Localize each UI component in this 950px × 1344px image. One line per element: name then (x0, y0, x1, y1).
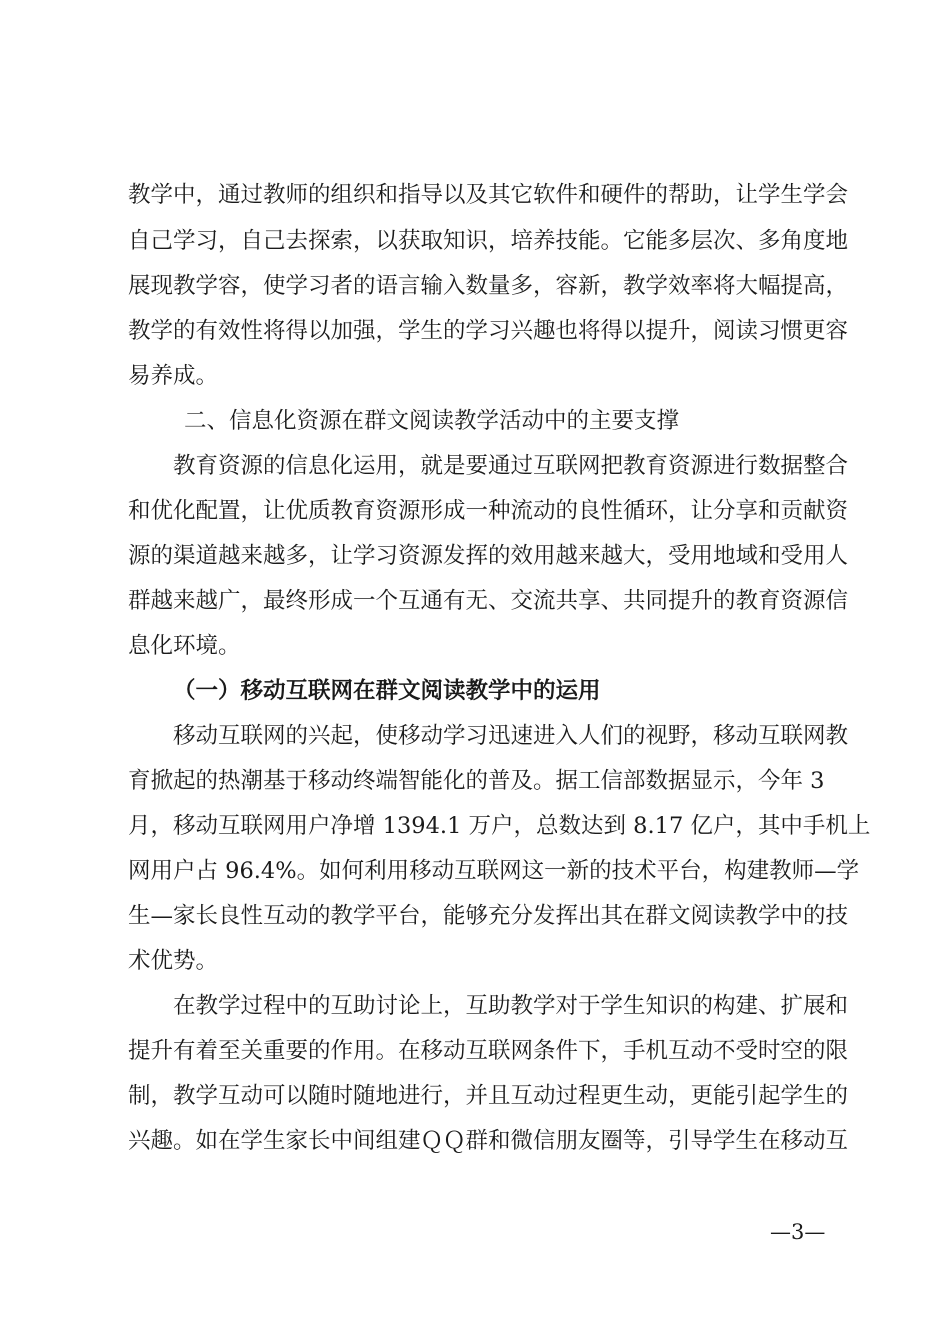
body-line: 移动互联网的兴起，使移动学习迅速进入人们的视野，移动互联网教 (173, 723, 849, 749)
body-line: 生—家长良性互动的教学平台，能够充分发挥出其在群文阅读教学中的技 (128, 903, 849, 929)
body-line: 自己学习，自己去探索，以获取知识，培养技能。它能多层次、多角度地 (128, 228, 849, 254)
body-line: 月，移动互联网用户净增 1394.1 万户，总数达到 8.17 亿户，其中手机上 (128, 813, 871, 839)
body-line: 育掀起的热潮基于移动终端智能化的普及。据工信部数据显示，今年 3 (128, 768, 825, 794)
body-line: 展现教学容，使学习者的语言输入数量多，容新，教学效率将大幅提高， (128, 273, 849, 299)
body-line: 息化环境。 (128, 633, 241, 659)
body-line: 在教学过程中的互助讨论上，互助教学对于学生知识的构建、扩展和 (173, 993, 849, 1019)
section-heading: 二、信息化资源在群文阅读教学活动中的主要支撑 (184, 408, 680, 434)
subsection-heading: （一）移动互联网在群文阅读教学中的运用 (173, 678, 601, 704)
body-line: 制，教学互动可以随时随地进行，并且互动过程更生动，更能引起学生的 (128, 1083, 849, 1109)
body-line: 易养成。 (128, 363, 219, 389)
body-line: 教学的有效性将得以加强，学生的学习兴趣也将得以提升，阅读习惯更容 (128, 318, 849, 344)
body-line: 兴趣。如在学生家长中间组建ＱＱ群和微信朋友圈等，引导学生在移动互 (128, 1128, 849, 1154)
body-line: 教育资源的信息化运用，就是要通过互联网把教育资源进行数据整合 (173, 453, 849, 479)
body-line: 网用户占 96.4%。如何利用移动互联网这一新的技术平台，构建教师—学 (128, 858, 860, 884)
body-line: 术优势。 (128, 948, 219, 974)
body-line: 教学中，通过教师的组织和指导以及其它软件和硬件的帮助，让学生学会 (128, 182, 849, 208)
page-number: —3— (770, 1220, 826, 1244)
body-line: 提升有着至关重要的作用。在移动互联网条件下，手机互动不受时空的限 (128, 1038, 849, 1064)
body-line: 和优化配置，让优质教育资源形成一种流动的良性循环，让分享和贡献资 (128, 498, 849, 524)
body-line: 源的渠道越来越多，让学习资源发挥的效用越来越大，受用地域和受用人 (128, 543, 849, 569)
body-line: 群越来越广，最终形成一个互通有无、交流共享、共同提升的教育资源信 (128, 588, 849, 614)
